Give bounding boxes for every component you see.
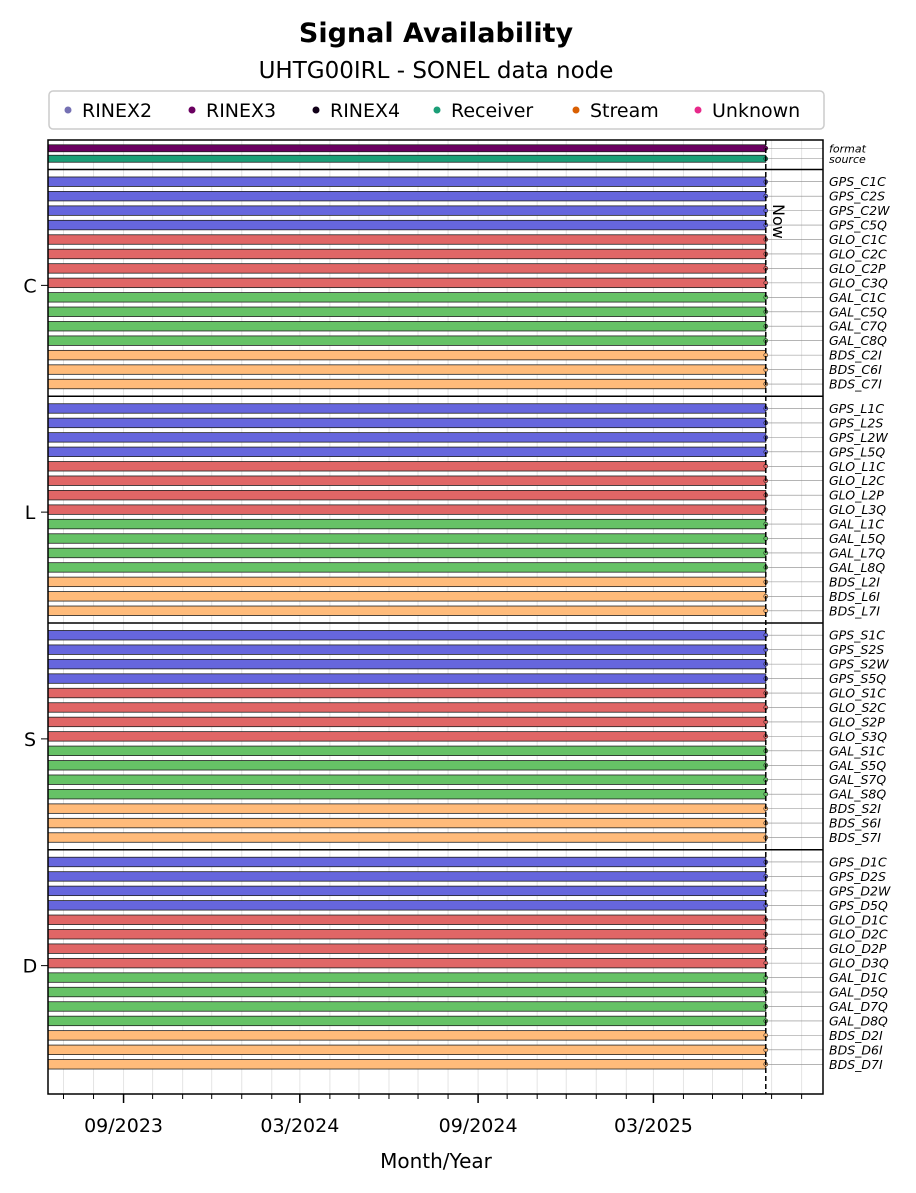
signal-label-GAL_L5Q: GAL_L5Q: [829, 531, 886, 547]
signal-label-GLO_D2C: GLO_D2C: [829, 926, 888, 942]
legend-marker: [313, 107, 320, 114]
signal-label-BDS_D7I: BDS_D7I: [829, 1056, 883, 1072]
legend-marker: [434, 107, 441, 114]
bars: [48, 145, 768, 1069]
signal-bar-GLO_D1C: [48, 915, 766, 925]
signal-bar-BDS_L2I: [48, 577, 766, 587]
signal-label-GPS_S5Q: GPS_S5Q: [829, 671, 887, 687]
signal-label-GLO_S2C: GLO_S2C: [829, 699, 886, 715]
meta-bar-format: [48, 145, 766, 152]
signal-bar-GPS_D5Q: [48, 901, 766, 911]
x-tick-label: 09/2024: [438, 1115, 518, 1137]
legend-marker: [573, 107, 580, 114]
signal-label-GPS_L5Q: GPS_L5Q: [829, 444, 886, 460]
signal-bar-GAL_D8Q: [48, 1016, 766, 1026]
signal-bar-GLO_C2P: [48, 264, 766, 274]
signal-label-BDS_C7I: BDS_C7I: [829, 376, 882, 392]
signal-label-GPS_C2W: GPS_C2W: [829, 203, 890, 219]
signal-bar-GLO_D2C: [48, 929, 766, 939]
signal-label-GAL_C5Q: GAL_C5Q: [829, 304, 887, 320]
signal-bar-BDS_D7I: [48, 1060, 766, 1070]
signal-bar-GPS_D2S: [48, 872, 766, 882]
legend-label: RINEX2: [82, 100, 153, 122]
signal-bar-BDS_D2I: [48, 1031, 766, 1041]
signal-label-GLO_C2C: GLO_C2C: [829, 246, 887, 262]
signal-label-GPS_S1C: GPS_S1C: [829, 627, 886, 643]
legend-label: RINEX3: [206, 100, 277, 122]
signal-label-GAL_S7Q: GAL_S7Q: [829, 772, 887, 788]
legend-marker: [65, 107, 72, 114]
signal-label-GAL_D7Q: GAL_D7Q: [829, 998, 888, 1014]
signal-bar-GPS_L5Q: [48, 447, 766, 457]
signal-bar-GPS_L2S: [48, 418, 766, 428]
signal-label-BDS_D2I: BDS_D2I: [829, 1027, 883, 1043]
signal-bar-BDS_S7I: [48, 833, 766, 843]
signal-bar-GPS_C2S: [48, 191, 766, 201]
legend-label: Stream: [590, 100, 659, 122]
signal-label-GAL_L1C: GAL_L1C: [829, 516, 885, 532]
meta-label-format: format: [829, 142, 866, 156]
signal-label-BDS_C6I: BDS_C6I: [829, 362, 882, 378]
signal-bar-BDS_L6I: [48, 592, 766, 602]
signal-bar-GPS_L1C: [48, 404, 766, 414]
signal-label-GLO_D1C: GLO_D1C: [829, 912, 888, 928]
signal-label-GPS_D5Q: GPS_D5Q: [829, 897, 888, 913]
signal-bar-GAL_S1C: [48, 746, 766, 756]
signal-bar-GLO_L3Q: [48, 505, 766, 515]
signal-label-GPS_L2S: GPS_L2S: [829, 415, 884, 431]
signal-bar-GPS_D1C: [48, 857, 766, 867]
legend-label: Receiver: [451, 100, 534, 122]
signal-label-GLO_L2P: GLO_L2P: [829, 487, 884, 503]
signal-bar-GAL_L8Q: [48, 563, 766, 573]
signal-bar-GLO_C2C: [48, 249, 766, 259]
signal-bar-GAL_C5Q: [48, 307, 766, 317]
signal-bar-GAL_C8Q: [48, 336, 766, 346]
signal-label-GPS_L1C: GPS_L1C: [829, 400, 885, 416]
signal-bar-BDS_S2I: [48, 804, 766, 814]
chart-subtitle: UHTG00IRL - SONEL data node: [258, 58, 614, 84]
signal-bar-BDS_L7I: [48, 606, 766, 616]
signal-bar-GLO_S3Q: [48, 732, 766, 742]
signal-bar-GPS_C2W: [48, 206, 766, 216]
signal-label-GLO_C3Q: GLO_C3Q: [829, 275, 888, 291]
signal-label-GAL_S8Q: GAL_S8Q: [829, 786, 887, 802]
signal-label-BDS_S7I: BDS_S7I: [829, 830, 881, 846]
signal-label-GPS_L2W: GPS_L2W: [829, 429, 888, 445]
signal-bar-GLO_S2C: [48, 703, 766, 713]
signal-label-GLO_S3Q: GLO_S3Q: [829, 728, 888, 744]
signal-label-GPS_D1C: GPS_D1C: [829, 854, 887, 870]
x-axis-label: Month/Year: [380, 1149, 492, 1173]
legend-marker: [189, 107, 196, 114]
x-tick-label: 03/2025: [613, 1115, 693, 1137]
signal-bar-GLO_C1C: [48, 235, 766, 245]
group-label-S: S: [23, 728, 37, 751]
signal-bar-GAL_C7Q: [48, 321, 766, 331]
signal-label-GLO_S2P: GLO_S2P: [829, 714, 885, 730]
signal-label-GPS_C2S: GPS_C2S: [829, 188, 886, 204]
meta-label-source: source: [829, 152, 866, 166]
signal-label-GPS_S2W: GPS_S2W: [829, 656, 889, 672]
signal-label-BDS_S2I: BDS_S2I: [829, 801, 881, 817]
signal-bar-GPS_S5Q: [48, 674, 766, 684]
x-tick-label: 03/2024: [260, 1115, 340, 1137]
signal-bar-GLO_L2P: [48, 490, 766, 500]
signal-bar-GPS_S2S: [48, 645, 766, 655]
now-label: Now: [768, 204, 788, 239]
signal-bar-GAL_S5Q: [48, 761, 766, 771]
signal-labels: [829, 142, 891, 1072]
signal-label-GLO_S1C: GLO_S1C: [829, 685, 886, 701]
signal-label-GLO_C1C: GLO_C1C: [829, 232, 887, 248]
signal-label-GAL_D8Q: GAL_D8Q: [829, 1013, 888, 1029]
legend-label: RINEX4: [330, 100, 401, 122]
signal-label-GPS_C1C: GPS_C1C: [829, 174, 886, 190]
signal-label-GAL_S1C: GAL_S1C: [829, 743, 886, 759]
signal-label-GAL_S5Q: GAL_S5Q: [829, 757, 887, 773]
signal-label-GAL_L8Q: GAL_L8Q: [829, 559, 886, 575]
signal-bar-BDS_C7I: [48, 379, 766, 389]
signal-bar-GPS_D2W: [48, 886, 766, 896]
signal-bar-GLO_L2C: [48, 476, 766, 486]
signal-label-GAL_L7Q: GAL_L7Q: [829, 545, 886, 561]
signal-label-BDS_L2I: BDS_L2I: [829, 574, 880, 590]
group-labels: [23, 275, 38, 977]
signal-bar-GAL_L1C: [48, 519, 766, 529]
signal-bar-GPS_L2W: [48, 433, 766, 443]
signal-label-GPS_S2S: GPS_S2S: [829, 642, 885, 658]
signal-bar-GAL_C1C: [48, 293, 766, 303]
signal-bar-GLO_D3Q: [48, 958, 766, 968]
signal-label-BDS_L7I: BDS_L7I: [829, 603, 880, 619]
signal-label-GAL_C1C: GAL_C1C: [829, 289, 886, 305]
signal-bar-GAL_L5Q: [48, 534, 766, 544]
signal-bar-GLO_L1C: [48, 462, 766, 472]
signal-bar-GAL_D7Q: [48, 1002, 766, 1012]
signal-label-GLO_C2P: GLO_C2P: [829, 260, 886, 276]
signal-label-GLO_L1C: GLO_L1C: [829, 458, 885, 474]
chart-title: Signal Availability: [298, 18, 574, 49]
signal-bar-GPS_C5Q: [48, 220, 766, 230]
signal-label-GAL_C7Q: GAL_C7Q: [829, 318, 887, 334]
signal-bar-GLO_C3Q: [48, 278, 766, 288]
group-label-L: L: [24, 502, 36, 525]
signal-bar-GAL_L5Q-end-marker: [764, 537, 768, 541]
x-tick-label: 09/2023: [84, 1115, 164, 1137]
signal-bar-GAL_S7Q: [48, 775, 766, 785]
signal-bar-BDS_C2I: [48, 350, 766, 360]
signal-label-GAL_C8Q: GAL_C8Q: [829, 333, 887, 349]
signal-label-GLO_L3Q: GLO_L3Q: [829, 502, 887, 518]
signal-label-GAL_D5Q: GAL_D5Q: [829, 984, 888, 1000]
signal-bar-GAL_D5Q: [48, 987, 766, 997]
signal-bar-GLO_S2P: [48, 717, 766, 727]
signal-label-GLO_L2C: GLO_L2C: [829, 473, 885, 489]
meta-bar-source: [48, 155, 766, 162]
signal-label-BDS_L6I: BDS_L6I: [829, 588, 880, 604]
signal-bar-BDS_C6I: [48, 365, 766, 375]
signal-label-GPS_D2S: GPS_D2S: [829, 868, 886, 884]
signal-bar-BDS_S6I: [48, 818, 766, 828]
group-label-D: D: [22, 955, 38, 978]
signal-label-GLO_D2P: GLO_D2P: [829, 941, 887, 957]
signal-bar-GLO_D2P: [48, 944, 766, 954]
signal-label-BDS_D6I: BDS_D6I: [829, 1042, 883, 1058]
signal-label-GAL_D1C: GAL_D1C: [829, 970, 887, 986]
signal-bar-GPS_C1C: [48, 177, 766, 187]
signal-label-GPS_D2W: GPS_D2W: [829, 883, 891, 899]
signal-label-GLO_D3Q: GLO_D3Q: [829, 955, 889, 971]
group-label-C: C: [23, 275, 37, 298]
signal-bar-GAL_L7Q: [48, 548, 766, 558]
signal-bar-BDS_D6I: [48, 1045, 766, 1055]
legend: [49, 91, 824, 129]
legend-marker: [695, 107, 702, 114]
signal-bar-GPS_S2W: [48, 659, 766, 669]
signal-bar-GAL_S8Q: [48, 789, 766, 799]
signal-bar-GAL_D1C: [48, 973, 766, 983]
signal-label-GPS_C5Q: GPS_C5Q: [829, 217, 887, 233]
signal-bar-GLO_S1C: [48, 688, 766, 698]
signal-bar-GPS_S1C: [48, 630, 766, 640]
signal-label-BDS_S6I: BDS_S6I: [829, 815, 881, 831]
signal-label-BDS_C2I: BDS_C2I: [829, 347, 882, 363]
legend-label: Unknown: [712, 100, 801, 122]
